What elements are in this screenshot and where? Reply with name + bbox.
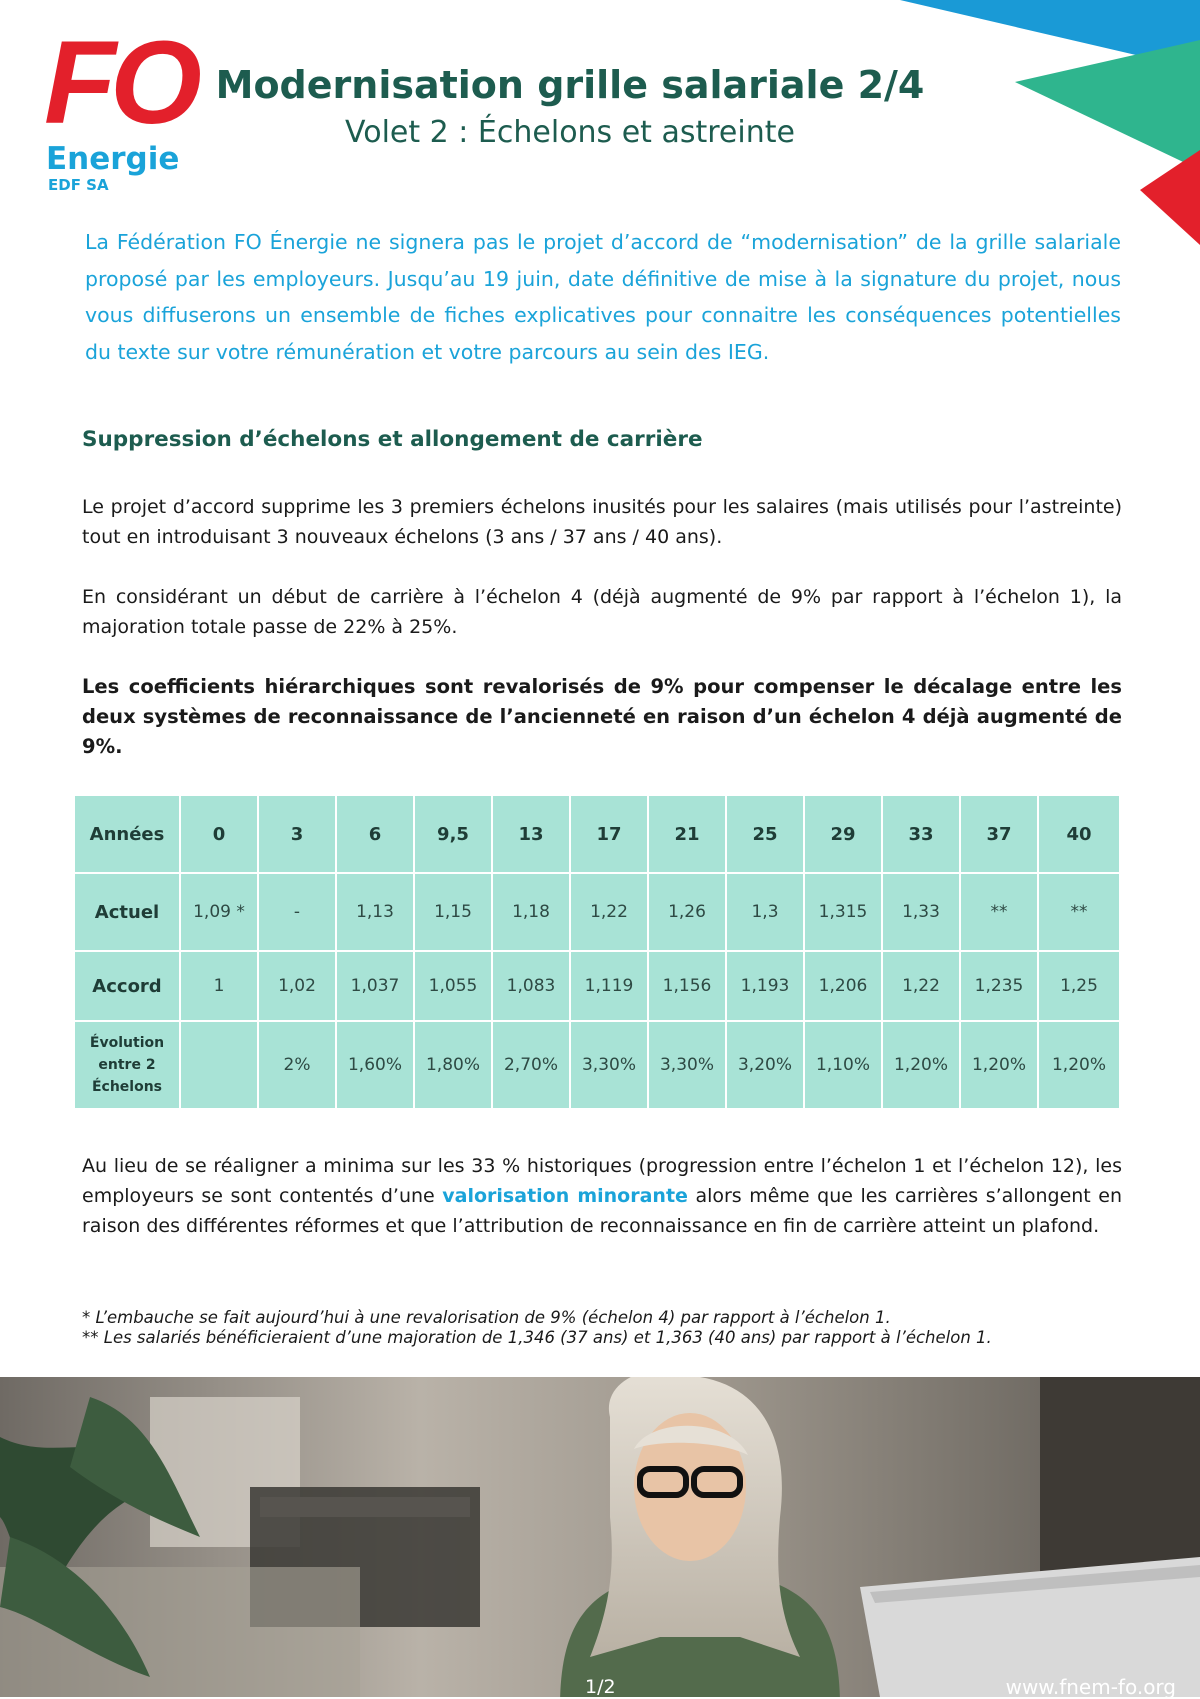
table-cell: 1,055 — [414, 951, 492, 1021]
table-cell: 3,20% — [726, 1021, 804, 1109]
row-header-evolution — [74, 1021, 180, 1109]
table-cell: 13 — [492, 795, 570, 873]
conclusion-text-before: Au lieu de se réaligner a minima sur les 33 % historiques (progression entre l’échelon 1 et l’échelon 12), les employeurs se sont contentés d’une — [82, 1155, 1122, 1207]
table-cell: 1,15 — [414, 873, 492, 951]
table-cell: 1,206 — [804, 951, 882, 1021]
table-cell: 1,156 — [648, 951, 726, 1021]
logo-org-text: EDF SA — [48, 176, 109, 194]
table-cell: 3,30% — [570, 1021, 648, 1109]
salary-grid-table — [73, 794, 1121, 1110]
table-cell: 0 — [180, 795, 258, 873]
table-cell: ** — [1038, 873, 1120, 951]
website-link[interactable]: www.fnem-fo.org — [1005, 1675, 1176, 1699]
page-number: 1/2 — [585, 1676, 616, 1698]
table-cell: 9,5 — [414, 795, 492, 873]
table-cell — [180, 1021, 258, 1109]
table-cell: 1,10% — [804, 1021, 882, 1109]
table-cell: 1,22 — [570, 873, 648, 951]
row-header-actuel: Actuel — [74, 873, 180, 951]
table-cell: 1,25 — [1038, 951, 1120, 1021]
highlight-valorisation-minorante: valorisation minorante — [442, 1185, 688, 1207]
row-header-accord: Accord — [74, 951, 180, 1021]
table-cell: 1,22 — [882, 951, 960, 1021]
table-cell: 1,18 — [492, 873, 570, 951]
table-cell: 1 — [180, 951, 258, 1021]
paragraph-echelons: Le projet d’accord supprime les 3 premiers échelons inusités pour les salaires (mais utilisés pour l’astreinte) tout en introduisant 3 nouveaux échelons (3 ans / 37 ans / 40 ans). — [82, 496, 1122, 548]
table-cell: 29 — [804, 795, 882, 873]
office-photo-woman-with-laptop — [0, 1377, 1200, 1697]
paragraph-majoration: En considérant un début de carrière à l’échelon 4 (déjà augmenté de 9% par rapport à l’échelon 1), la majoration totale passe de 22% à 25%. — [82, 586, 1122, 638]
row-header-line: Échelons — [91, 1079, 163, 1095]
table-cell: 1,13 — [336, 873, 414, 951]
table-cell: ** — [960, 873, 1038, 951]
table-cell: 1,02 — [258, 951, 336, 1021]
conclusion-text-after: alors même que les carrières s’allongent en raison des différentes réformes et que l’attribution de reconnaissance en fin de carrière atteint un plafond. — [82, 1185, 1123, 1237]
table-cell: 1,315 — [804, 873, 882, 951]
logo-energie-text: Energie — [46, 141, 180, 177]
logo-fo-text: FO — [44, 17, 196, 149]
table-cell: 25 — [726, 795, 804, 873]
intro-paragraph: La Fédération FO Énergie ne signera pas le projet d’accord de “modernisation” de la grille salariale proposé par les employeurs. Jusqu’au 19 juin, date définitive de mise à la signature du projet, nous vous diffuserons un ensemble de fiches explicatives pour connaitre les conséquences potentielles du texte sur votre rémunération et votre parcours au sein des IEG. — [85, 230, 1121, 364]
table-cell: 33 — [882, 795, 960, 873]
table-cell: 1,33 — [882, 873, 960, 951]
table-cell: 1,60% — [336, 1021, 414, 1109]
row-header-line: entre 2 — [98, 1057, 156, 1073]
table-cell: 1,26 — [648, 873, 726, 951]
table-row-annees — [74, 795, 1120, 873]
table-cell: - — [258, 873, 336, 951]
table-cell: 1,3 — [726, 873, 804, 951]
table-row-actuel — [74, 873, 1120, 951]
table-cell: 37 — [960, 795, 1038, 873]
table-cell: 2,70% — [492, 1021, 570, 1109]
table-cell: 40 — [1038, 795, 1120, 873]
conclusion-paragraph — [82, 1151, 1122, 1241]
paragraph-coefficients: Les coefficients hiérarchiques sont revalorisés de 9% pour compenser le décalage entre les deux systèmes de reconnaissance de l’ancienneté en raison d’un échelon 4 déjà augmenté de 9%. — [82, 675, 1122, 758]
table-cell: 1,119 — [570, 951, 648, 1021]
row-header-line: Évolution — [89, 1035, 165, 1051]
table-cell: 1,235 — [960, 951, 1038, 1021]
table-cell: 1,20% — [960, 1021, 1038, 1109]
table-cell: 1,09 * — [180, 873, 258, 951]
page-title: Modernisation grille salariale 2/4 — [215, 63, 925, 107]
section-heading: Suppression d’échelons et allongement de carrière — [82, 427, 703, 452]
table-row-evolution — [74, 1021, 1120, 1109]
table-cell: 1,083 — [492, 951, 570, 1021]
table-cell: 3,30% — [648, 1021, 726, 1109]
page-subtitle: Volet 2 : Échelons et astreinte — [345, 115, 795, 150]
table-cell: 1,20% — [882, 1021, 960, 1109]
table-cell: 1,80% — [414, 1021, 492, 1109]
table-cell: 17 — [570, 795, 648, 873]
table-cell: 1,20% — [1038, 1021, 1120, 1109]
table-cell: 3 — [258, 795, 336, 873]
row-header-annees: Années — [74, 795, 180, 873]
footnote-2: ** Les salariés bénéficieraient d’une majoration de 1,346 (37 ans) et 1,363 (40 ans) par rapport à l’échelon 1. — [82, 1328, 992, 1347]
table-cell: 1,037 — [336, 951, 414, 1021]
footnotes — [82, 1308, 1162, 1348]
table-cell: 2% — [258, 1021, 336, 1109]
footnote-1: * L’embauche se fait aujourd’hui à une revalorisation de 9% (échelon 4) par rapport à l’échelon 1. — [82, 1308, 891, 1327]
table-cell: 6 — [336, 795, 414, 873]
table-cell: 21 — [648, 795, 726, 873]
table-cell: 1,193 — [726, 951, 804, 1021]
fo-energie-logo — [44, 17, 196, 198]
table-row-accord — [74, 951, 1120, 1021]
